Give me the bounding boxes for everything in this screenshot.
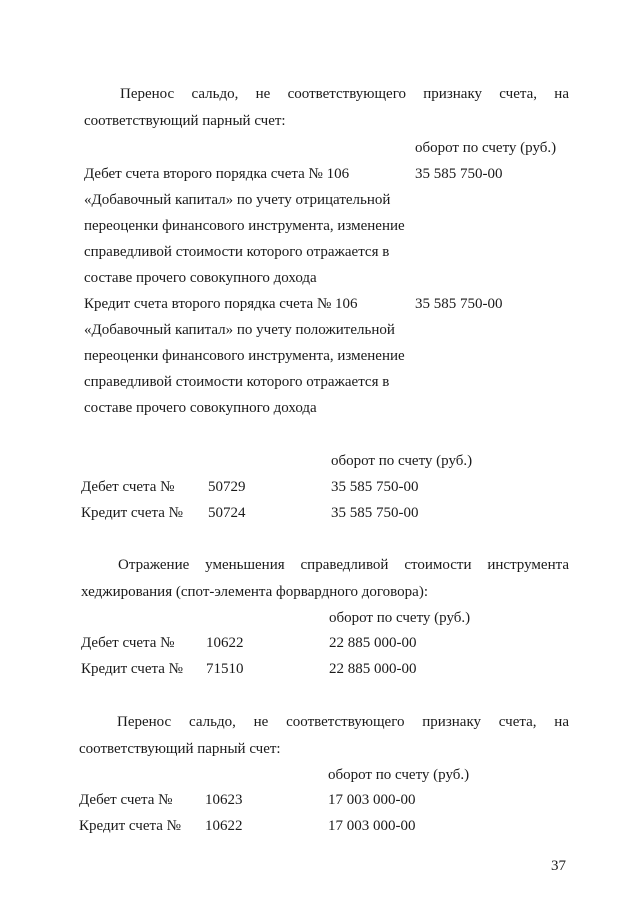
section3-debit-label: Дебет счета № [81,635,175,651]
page-number: 37 [551,858,566,874]
section2-debit-label: Дебет счета № [81,479,175,495]
section2-debit-account: 50729 [208,479,246,495]
section3-debit-amount: 22 885 000-00 [329,635,417,651]
section2-debit-amount: 35 585 750-00 [331,479,419,495]
section3-credit-amount: 22 885 000-00 [329,661,417,677]
section2-credit-label: Кредит счета № [81,505,183,521]
section2-credit-account: 50724 [208,505,246,521]
section1-debit-amount: 35 585 750-00 [415,166,503,182]
section3-intro-line2: хеджирования (спот-элемента форвардного договора): [81,584,428,600]
section4-intro-line1: Перенос сальдо, не соответствующего признаку счета, на [117,714,569,730]
section1-credit-line: «Добавочный капитал» по учету положительной [84,322,395,338]
section3-credit-label: Кредит счета № [81,661,183,677]
section2-turnover-header: оборот по счету (руб.) [331,453,473,469]
section1-debit-line: «Добавочный капитал» по учету отрицательной [84,192,391,208]
section1-debit-line: Дебет счета второго порядка счета № 106 [84,166,350,182]
section1-credit-line: составе прочего совокупного дохода [84,400,317,416]
section1-credit-line: справедливой стоимости которого отражается в [84,374,390,390]
section4-credit-label: Кредит счета № [79,818,181,834]
section4-turnover-header: оборот по счету (руб.) [328,767,470,783]
section2-credit-amount: 35 585 750-00 [331,505,419,521]
section1-debit-line: составе прочего совокупного дохода [84,270,317,286]
section1-intro-line1: Перенос сальдо, не соответствующего признаку счета, на [120,86,569,102]
section3-intro-line1: Отражение уменьшения справедливой стоимости инструмента [118,557,569,573]
section1-intro-line2: соответствующий парный счет: [84,113,286,129]
section1-turnover-header: оборот по счету (руб.) [415,140,557,156]
section1-debit-line: справедливой стоимости которого отражается в [84,244,390,260]
section3-credit-account: 71510 [206,661,244,677]
section4-debit-amount: 17 003 000-00 [328,792,416,808]
section4-debit-account: 10623 [205,792,243,808]
section1-credit-line: переоценки финансового инструмента, изменение [84,348,405,364]
section4-debit-label: Дебет счета № [79,792,173,808]
section1-credit-amount: 35 585 750-00 [415,296,503,312]
section3-debit-account: 10622 [206,635,244,651]
section1-credit-line: Кредит счета второго порядка счета № 106 [84,296,358,312]
section3-turnover-header: оборот по счету (руб.) [329,610,471,626]
section4-intro-line2: соответствующий парный счет: [79,741,281,757]
section4-credit-account: 10622 [205,818,243,834]
section4-credit-amount: 17 003 000-00 [328,818,416,834]
section1-debit-line: переоценки финансового инструмента, изменение [84,218,405,234]
